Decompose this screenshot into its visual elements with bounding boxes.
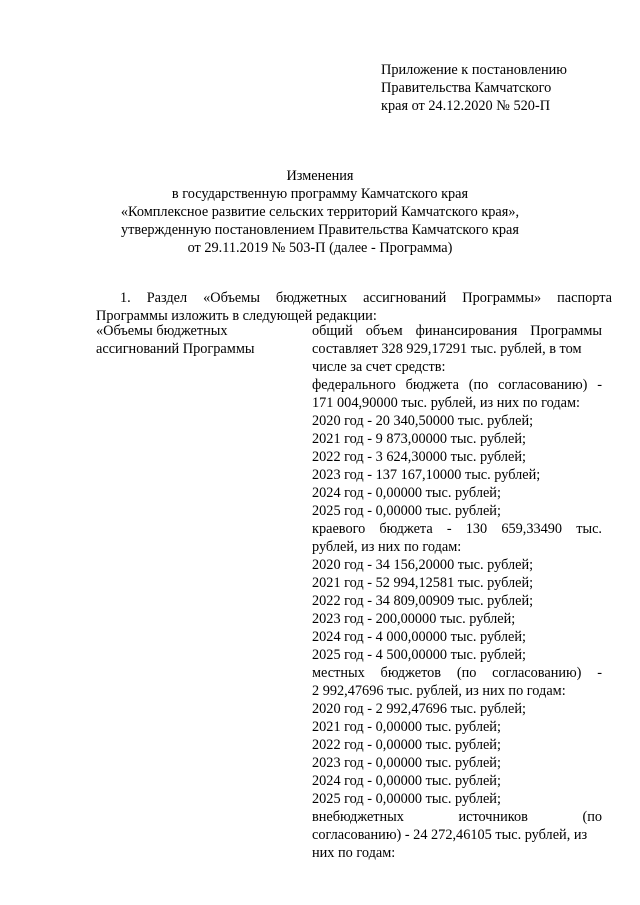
funding-line: 2021 год - 9 873,00000 тыс. рублей; <box>312 431 526 447</box>
table-right-column <box>312 322 602 862</box>
appendix-line: края от 24.12.2020 № 520-П <box>381 98 551 114</box>
appendix-header <box>381 61 631 115</box>
funding-line: внебюджетных источников (по <box>312 809 602 825</box>
funding-line: краевого бюджета - 130 659,33490 тыс. <box>312 521 602 537</box>
funding-line: 2021 год - 0,00000 тыс. рублей; <box>312 719 501 735</box>
funding-line: 2024 год - 0,00000 тыс. рублей; <box>312 485 501 501</box>
funding-line: 2022 год - 34 809,00909 тыс. рублей; <box>312 593 534 609</box>
title-line: утвержденную постановлением Правительства Камчатского края <box>121 222 519 238</box>
funding-line: составляет 328 929,17291 тыс. рублей, в том <box>312 341 582 357</box>
funding-line: общий объем финансирования Программы <box>312 323 602 339</box>
title-line: от 29.11.2019 № 503-П (далее - Программа) <box>187 240 453 256</box>
funding-line: местных бюджетов (по согласованию) - <box>312 665 602 681</box>
title-line: Изменения <box>286 168 354 184</box>
funding-line: 2020 год - 20 340,50000 тыс. рублей; <box>312 413 534 429</box>
funding-line: согласованию) - 24 272,46105 тыс. рублей, из <box>312 827 588 843</box>
title-line: в государственную программу Камчатского края <box>171 186 469 202</box>
appendix-line: Приложение к постановлению <box>381 62 567 78</box>
funding-line: 2024 год - 4 000,00000 тыс. рублей; <box>312 629 526 645</box>
table-label-line: ассигнований Программы <box>96 341 255 357</box>
paragraph-line: 1. Раздел «Объемы бюджетных ассигнований Программы» паспорта <box>120 290 612 306</box>
paragraph-1 <box>96 289 612 325</box>
funding-line: 2024 год - 0,00000 тыс. рублей; <box>312 773 501 789</box>
funding-line: федерального бюджета (по согласованию) - <box>312 377 602 393</box>
funding-line: рублей, из них по годам: <box>312 539 462 555</box>
funding-line: 2022 год - 0,00000 тыс. рублей; <box>312 737 501 753</box>
funding-line: 2025 год - 0,00000 тыс. рублей; <box>312 503 501 519</box>
title-line: «Комплексное развитие сельских территорий Камчатского края», <box>120 204 520 220</box>
funding-line: них по годам: <box>312 845 396 861</box>
funding-line: числе за счет средств: <box>312 359 446 375</box>
paragraph-line: Программы изложить в следующей редакции: <box>96 308 377 324</box>
table-left-column <box>96 322 296 358</box>
funding-line: 2025 год - 4 500,00000 тыс. рублей; <box>312 647 526 663</box>
funding-line: 2021 год - 52 994,12581 тыс. рублей; <box>312 575 534 591</box>
funding-line: 2025 год - 0,00000 тыс. рублей; <box>312 791 501 807</box>
funding-line: 2022 год - 3 624,30000 тыс. рублей; <box>312 449 526 465</box>
funding-line: 171 004,90000 тыс. рублей, из них по годам: <box>312 395 580 411</box>
funding-line: 2023 год - 0,00000 тыс. рублей; <box>312 755 501 771</box>
table-label-line: «Объемы бюджетных <box>96 323 228 339</box>
funding-line: 2020 год - 34 156,20000 тыс. рублей; <box>312 557 534 573</box>
document-title <box>0 167 640 257</box>
funding-line: 2 992,47696 тыс. рублей, из них по годам: <box>312 683 566 699</box>
funding-line: 2020 год - 2 992,47696 тыс. рублей; <box>312 701 526 717</box>
funding-line: 2023 год - 200,00000 тыс. рублей; <box>312 611 516 627</box>
appendix-line: Правительства Камчатского <box>381 80 552 96</box>
funding-line: 2023 год - 137 167,10000 тыс. рублей; <box>312 467 541 483</box>
